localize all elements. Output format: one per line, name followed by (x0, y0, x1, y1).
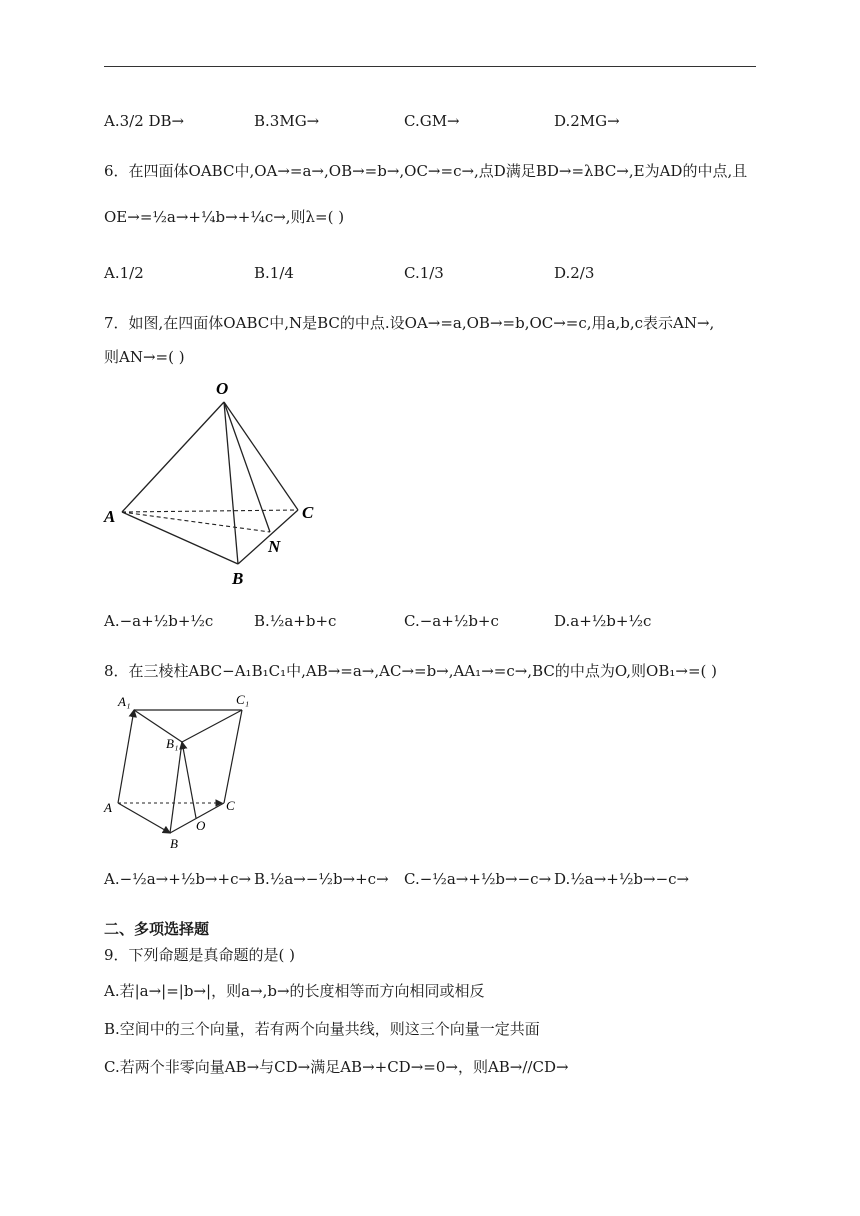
section-heading-multiple-choice: 二、多项选择题 (104, 920, 210, 938)
q7-option-b: B.½a+b+c (254, 612, 337, 630)
q7-option-c: C.−a+½b+c (404, 612, 499, 630)
q6-stem-line1: 6．在四面体OABC中,OA→=a→,OB→=b→,OC→=c→,点D满足BD→=λBC→,E为AD的中点,且 (104, 162, 748, 180)
header-rule (104, 66, 756, 67)
label-C: C (302, 503, 314, 522)
q7-option-d: D.a+½b+½c (554, 612, 652, 630)
label-A1: A₁ (118, 694, 131, 709)
q7-stem-line2: 则AN→=( ) (104, 348, 185, 366)
prism-figure (100, 690, 270, 858)
vector-AB (118, 803, 170, 833)
q5-option-d: D.2MG→ (554, 112, 620, 130)
q9-option-b: B.空间中的三个向量，若有两个向量共线，则这三个向量一定共面 (104, 1020, 540, 1038)
q6-stem-line2: OE→=½a→+¼b→+¼c→,则λ=( ) (104, 208, 345, 226)
q5-option-b: B.3MG→ (254, 112, 320, 130)
edge-B1C1 (182, 710, 242, 742)
label-A: A (104, 800, 112, 815)
label-N: N (268, 537, 281, 556)
label-C: C (226, 798, 235, 813)
q9-stem: 9．下列命题是真命题的是( ) (104, 946, 296, 964)
label-O: O (196, 818, 206, 833)
edge-ON (224, 402, 270, 532)
q7-option-a: A.−a+½b+½c (104, 612, 214, 630)
q8-option-a: A.−½a→+½b→+c→ (104, 870, 252, 888)
edge-AC-hidden (122, 510, 298, 512)
q8-stem: 8．在三棱柱ABC−A₁B₁C₁中,AB→=a→,AC→=b→,AA₁→=c→,BC的中点为O,则OB₁→=( ) (104, 662, 717, 680)
q8-option-d: D.½a→+½b→−c→ (554, 870, 690, 888)
edge-CC1 (224, 710, 242, 803)
label-A: A (104, 507, 116, 526)
q9-option-c: C.若两个非零向量AB→与CD→满足AB→+CD→=0→，则AB→//CD→ (104, 1058, 569, 1076)
q7-stem-line1: 7．如图,在四面体OABC中,N是BC的中点.设OA→=a,OB→=b,OC→=c,用a,b,c表示AN→, (104, 314, 715, 332)
edge-OB (224, 402, 238, 564)
label-O: O (216, 379, 229, 398)
edge-OA (122, 402, 224, 512)
label-B: B (232, 569, 244, 588)
vector-AA1 (118, 710, 134, 803)
label-B1: B₁ (166, 736, 179, 751)
q6-option-c: C.1/3 (404, 264, 444, 282)
q8-option-c: C.−½a→+½b→−c→ (404, 870, 552, 888)
q6-option-a: A.1/2 (104, 264, 144, 282)
vector-OB1 (182, 742, 196, 818)
q9-option-a: A.若|a→|=|b→|，则a→,b→的长度相等而方向相同或相反 (104, 982, 485, 1000)
label-C1: C₁ (236, 692, 250, 707)
q6-option-d: D.2/3 (554, 264, 595, 282)
q8-option-b: B.½a→−½b→+c→ (254, 870, 389, 888)
q5-option-a: A.3/2 DB→ (104, 112, 185, 130)
tetrahedron-figure (100, 372, 340, 592)
label-B: B (170, 836, 178, 851)
edge-OC (224, 402, 298, 510)
edge-BB1 (170, 742, 182, 833)
q5-option-c: C.GM→ (404, 112, 460, 130)
q6-option-b: B.1/4 (254, 264, 294, 282)
